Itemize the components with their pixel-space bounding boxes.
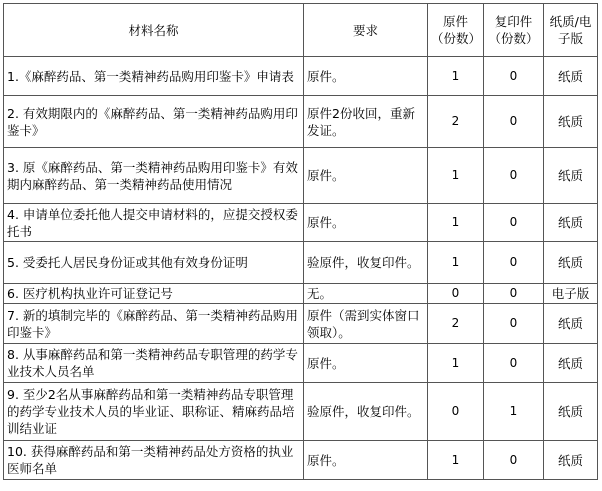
originals-cell: 1 <box>428 204 484 242</box>
originals-cell: 0 <box>428 284 484 304</box>
material-name-cell: 10. 获得麻醉药品和第一类精神药品处方资格的执业医师名单 <box>4 441 304 480</box>
format-cell: 纸质 <box>544 204 598 242</box>
header-requirement: 要求 <box>304 4 428 57</box>
requirement-cell: 无。 <box>304 284 428 304</box>
table-row <box>4 96 598 148</box>
copies-cell: 0 <box>484 284 544 304</box>
table-row <box>4 441 598 480</box>
requirement-cell: 原件。 <box>304 441 428 480</box>
originals-cell: 1 <box>428 441 484 480</box>
header-row <box>4 4 598 57</box>
copies-cell: 0 <box>484 148 544 204</box>
material-name-cell: 7. 新的填制完毕的《麻醉药品、第一类精神药品购用印鉴卡》 <box>4 304 304 344</box>
table-row <box>4 344 598 383</box>
material-name-cell: 9. 至少2名从事麻醉药品和第一类精神药品专职管理的药学专业技术人员的毕业证、职称证、精麻药品培训结业证 <box>4 383 304 441</box>
copies-cell: 0 <box>484 96 544 148</box>
copies-cell: 0 <box>484 57 544 96</box>
originals-cell: 1 <box>428 148 484 204</box>
format-cell: 纸质 <box>544 96 598 148</box>
originals-cell: 1 <box>428 57 484 96</box>
header-originals: 原件（份数） <box>428 4 484 57</box>
format-cell: 电子版 <box>544 284 598 304</box>
requirement-cell: 原件（需到实体窗口领取）。 <box>304 304 428 344</box>
material-name-cell: 8. 从事麻醉药品和第一类精神药品专职管理的药学专业技术人员名单 <box>4 344 304 383</box>
table-row <box>4 383 598 441</box>
copies-cell: 0 <box>484 242 544 284</box>
materials-table <box>3 3 598 480</box>
table-row <box>4 204 598 242</box>
format-cell: 纸质 <box>544 441 598 480</box>
originals-cell: 2 <box>428 304 484 344</box>
format-cell: 纸质 <box>544 242 598 284</box>
header-material-name: 材料名称 <box>4 4 304 57</box>
table-row <box>4 148 598 204</box>
copies-cell: 0 <box>484 344 544 383</box>
originals-cell: 1 <box>428 242 484 284</box>
material-name-cell: 6. 医疗机构执业许可证登记号 <box>4 284 304 304</box>
header-format: 纸质/电子版 <box>544 4 598 57</box>
material-name-cell: 2. 有效期限内的《麻醉药品、第一类精神药品购用印鉴卡》 <box>4 96 304 148</box>
requirement-cell: 原件2份收回，重新发证。 <box>304 96 428 148</box>
material-name-cell: 1.《麻醉药品、第一类精神药品购用印鉴卡》申请表 <box>4 57 304 96</box>
table-row <box>4 304 598 344</box>
material-name-cell: 5. 受委托人居民身份证或其他有效身份证明 <box>4 242 304 284</box>
requirement-cell: 验原件，收复印件。 <box>304 242 428 284</box>
originals-cell: 1 <box>428 344 484 383</box>
format-cell: 纸质 <box>544 304 598 344</box>
table-header <box>4 4 598 57</box>
copies-cell: 0 <box>484 304 544 344</box>
table-body <box>4 57 598 480</box>
requirement-cell: 原件。 <box>304 148 428 204</box>
material-name-cell: 4. 申请单位委托他人提交申请材料的，应提交授权委托书 <box>4 204 304 242</box>
table-row <box>4 57 598 96</box>
requirement-cell: 原件。 <box>304 204 428 242</box>
requirement-cell: 原件。 <box>304 344 428 383</box>
table-row <box>4 242 598 284</box>
format-cell: 纸质 <box>544 383 598 441</box>
table-row <box>4 284 598 304</box>
originals-cell: 0 <box>428 383 484 441</box>
copies-cell: 1 <box>484 383 544 441</box>
originals-cell: 2 <box>428 96 484 148</box>
material-name-cell: 3. 原《麻醉药品、第一类精神药品购用印鉴卡》有效期内麻醉药品、第一类精神药品使用情况 <box>4 148 304 204</box>
requirement-cell: 原件。 <box>304 57 428 96</box>
format-cell: 纸质 <box>544 148 598 204</box>
header-copies: 复印件（份数） <box>484 4 544 57</box>
copies-cell: 0 <box>484 204 544 242</box>
copies-cell: 0 <box>484 441 544 480</box>
format-cell: 纸质 <box>544 57 598 96</box>
format-cell: 纸质 <box>544 344 598 383</box>
requirement-cell: 验原件，收复印件。 <box>304 383 428 441</box>
